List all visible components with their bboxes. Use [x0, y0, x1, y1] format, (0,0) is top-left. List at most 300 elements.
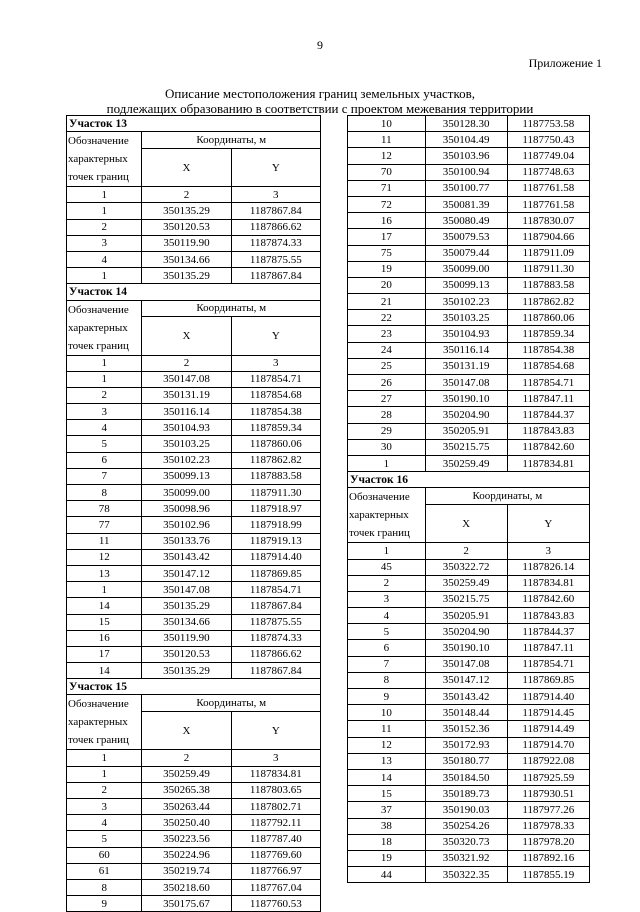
point-cell: 16 — [67, 630, 142, 646]
column-number: 1 — [67, 187, 142, 203]
x-cell: 350184.50 — [425, 769, 507, 785]
x-cell: 350147.12 — [142, 565, 231, 581]
coordinates-header: Координаты, м — [425, 488, 589, 505]
x-cell: 350102.96 — [142, 517, 231, 533]
y-cell: 1187843.83 — [507, 608, 589, 624]
point-cell: 6 — [67, 452, 142, 468]
x-cell: 350099.00 — [425, 261, 507, 277]
point-cell: 20 — [348, 277, 426, 293]
y-cell: 1187883.58 — [231, 468, 320, 484]
y-cell: 1187883.58 — [507, 277, 589, 293]
header-row — [348, 488, 590, 505]
designation-line: Обозначение — [349, 491, 410, 504]
designation-line: точек границ — [68, 171, 129, 184]
column-number: 1 — [67, 355, 142, 371]
designation-header — [67, 300, 142, 355]
y-header: Y — [507, 505, 589, 543]
x-cell: 350148.44 — [425, 705, 507, 721]
y-cell: 1187867.84 — [231, 598, 320, 614]
y-cell: 1187860.06 — [231, 436, 320, 452]
x-header: X — [142, 317, 231, 355]
table-row — [348, 737, 590, 753]
y-cell: 1187914.40 — [507, 689, 589, 705]
column-number-row — [67, 750, 321, 766]
point-cell: 2 — [67, 219, 142, 235]
point-cell: 10 — [348, 116, 426, 132]
column-number: 3 — [231, 750, 320, 766]
x-cell: 350103.25 — [142, 436, 231, 452]
point-cell: 26 — [348, 375, 426, 391]
y-cell: 1187875.55 — [231, 251, 320, 267]
point-cell: 11 — [348, 132, 426, 148]
x-cell: 350134.66 — [142, 614, 231, 630]
section-title: Участок 16 — [348, 472, 590, 488]
table-row — [348, 439, 590, 455]
y-header: Y — [231, 712, 320, 750]
point-cell: 9 — [348, 689, 426, 705]
designation-line: характерных — [68, 321, 128, 334]
column-number-row — [67, 355, 321, 371]
y-cell: 1187978.33 — [507, 818, 589, 834]
table-row — [67, 614, 321, 630]
column-number: 2 — [425, 543, 507, 559]
table-row — [348, 786, 590, 802]
section-title: Участок 15 — [67, 679, 321, 695]
table-row — [67, 630, 321, 646]
y-cell: 1187847.11 — [507, 391, 589, 407]
coordinates-table-right — [347, 115, 590, 883]
table-row — [348, 148, 590, 164]
y-cell: 1187977.26 — [507, 802, 589, 818]
column-number-row — [67, 187, 321, 203]
table-row — [348, 132, 590, 148]
table-row — [67, 896, 321, 912]
y-cell: 1187854.68 — [231, 387, 320, 403]
y-cell: 1187914.70 — [507, 737, 589, 753]
table-row — [348, 591, 590, 607]
point-cell: 5 — [67, 436, 142, 452]
x-cell: 350100.77 — [425, 180, 507, 196]
x-cell: 350100.94 — [425, 164, 507, 180]
point-cell: 3 — [67, 404, 142, 420]
table-row — [348, 196, 590, 212]
x-cell: 350098.96 — [142, 501, 231, 517]
x-cell: 350099.00 — [142, 485, 231, 501]
column-number: 2 — [142, 355, 231, 371]
point-cell: 45 — [348, 559, 426, 575]
table-row — [348, 769, 590, 785]
y-cell: 1187978.20 — [507, 834, 589, 850]
point-cell: 3 — [67, 799, 142, 815]
y-cell: 1187802.71 — [231, 799, 320, 815]
x-cell: 350135.29 — [142, 663, 231, 679]
table-row — [348, 640, 590, 656]
x-cell: 350080.49 — [425, 213, 507, 229]
x-cell: 350218.60 — [142, 879, 231, 895]
point-cell: 1 — [67, 582, 142, 598]
x-cell: 350079.44 — [425, 245, 507, 261]
y-cell: 1187869.85 — [507, 672, 589, 688]
point-cell: 16 — [348, 213, 426, 229]
x-cell: 350116.14 — [425, 342, 507, 358]
y-cell: 1187748.63 — [507, 164, 589, 180]
y-cell: 1187844.37 — [507, 624, 589, 640]
section-title: Участок 14 — [67, 284, 321, 300]
point-cell: 19 — [348, 850, 426, 866]
y-cell: 1187862.82 — [231, 452, 320, 468]
section-title-row — [67, 116, 321, 132]
point-cell: 14 — [67, 663, 142, 679]
y-cell: 1187847.11 — [507, 640, 589, 656]
designation-line: характерных — [349, 509, 409, 522]
y-cell: 1187866.62 — [231, 219, 320, 235]
point-cell: 28 — [348, 407, 426, 423]
table-row — [67, 831, 321, 847]
table-row — [67, 452, 321, 468]
x-cell: 350143.42 — [425, 689, 507, 705]
y-cell: 1187830.07 — [507, 213, 589, 229]
table-row — [67, 766, 321, 782]
point-cell: 44 — [348, 867, 426, 883]
table-row — [67, 468, 321, 484]
table-row — [348, 867, 590, 883]
section-title-row — [67, 679, 321, 695]
y-cell: 1187859.34 — [507, 326, 589, 342]
table-row — [67, 203, 321, 219]
y-cell: 1187918.99 — [231, 517, 320, 533]
x-cell: 350254.26 — [425, 818, 507, 834]
x-cell: 350259.49 — [142, 766, 231, 782]
section-title: Участок 13 — [67, 116, 321, 132]
y-cell: 1187867.84 — [231, 268, 320, 284]
table-row — [67, 436, 321, 452]
table-row — [67, 485, 321, 501]
table-row — [348, 245, 590, 261]
table-row — [67, 565, 321, 581]
x-cell: 350205.91 — [425, 423, 507, 439]
x-cell: 350204.90 — [425, 407, 507, 423]
x-cell: 350120.53 — [142, 646, 231, 662]
table-row — [67, 251, 321, 267]
x-cell: 350104.49 — [425, 132, 507, 148]
point-cell: 77 — [67, 517, 142, 533]
point-cell: 15 — [348, 786, 426, 802]
point-cell: 8 — [67, 485, 142, 501]
document-title — [0, 86, 640, 116]
y-cell: 1187919.13 — [231, 533, 320, 549]
y-cell: 1187892.16 — [507, 850, 589, 866]
table-row — [348, 753, 590, 769]
coordinates-header: Координаты, м — [142, 300, 321, 317]
right-column — [347, 115, 590, 883]
table-row — [348, 423, 590, 439]
designation-line: Обозначение — [68, 698, 129, 711]
column-number: 3 — [231, 355, 320, 371]
column-number: 3 — [231, 187, 320, 203]
coordinates-table-left — [66, 115, 321, 912]
table-row — [348, 689, 590, 705]
table-row — [67, 863, 321, 879]
coordinates-header: Координаты, м — [142, 132, 321, 149]
point-cell: 1 — [67, 371, 142, 387]
point-cell: 6 — [348, 640, 426, 656]
x-cell: 350103.96 — [425, 148, 507, 164]
point-cell: 13 — [348, 753, 426, 769]
x-cell: 350175.67 — [142, 896, 231, 912]
y-cell: 1187767.04 — [231, 879, 320, 895]
point-cell: 27 — [348, 391, 426, 407]
y-cell: 1187922.08 — [507, 753, 589, 769]
table-row — [67, 663, 321, 679]
x-cell: 350102.23 — [425, 294, 507, 310]
y-cell: 1187760.53 — [231, 896, 320, 912]
table-row — [67, 387, 321, 403]
y-cell: 1187914.40 — [231, 549, 320, 565]
point-cell: 3 — [348, 591, 426, 607]
point-cell: 30 — [348, 439, 426, 455]
column-number: 1 — [67, 750, 142, 766]
y-cell: 1187866.62 — [231, 646, 320, 662]
table-row — [348, 164, 590, 180]
point-cell: 70 — [348, 164, 426, 180]
y-cell: 1187914.49 — [507, 721, 589, 737]
point-cell: 60 — [67, 847, 142, 863]
x-cell: 350152.36 — [425, 721, 507, 737]
point-cell: 29 — [348, 423, 426, 439]
x-cell: 350116.14 — [142, 404, 231, 420]
y-cell: 1187854.38 — [231, 404, 320, 420]
x-cell: 350102.23 — [142, 452, 231, 468]
x-cell: 350135.29 — [142, 598, 231, 614]
point-cell: 14 — [67, 598, 142, 614]
point-cell: 1 — [67, 268, 142, 284]
point-cell: 17 — [67, 646, 142, 662]
x-cell: 350205.91 — [425, 608, 507, 624]
table-row — [67, 533, 321, 549]
point-cell: 9 — [67, 896, 142, 912]
table-row — [348, 310, 590, 326]
point-cell: 21 — [348, 294, 426, 310]
y-cell: 1187844.37 — [507, 407, 589, 423]
point-cell: 8 — [67, 879, 142, 895]
table-row — [67, 268, 321, 284]
x-cell: 350131.19 — [142, 387, 231, 403]
section-title-row — [348, 472, 590, 488]
point-cell: 17 — [348, 229, 426, 245]
point-cell: 15 — [67, 614, 142, 630]
section-title-row — [67, 284, 321, 300]
point-cell: 14 — [348, 769, 426, 785]
point-cell: 23 — [348, 326, 426, 342]
x-cell: 350128.30 — [425, 116, 507, 132]
point-cell: 71 — [348, 180, 426, 196]
y-cell: 1187854.68 — [507, 358, 589, 374]
y-cell: 1187874.33 — [231, 235, 320, 251]
y-cell: 1187911.30 — [231, 485, 320, 501]
x-cell: 350180.77 — [425, 753, 507, 769]
table-row — [348, 608, 590, 624]
point-cell: 1 — [67, 766, 142, 782]
table-row — [348, 116, 590, 132]
table-row — [348, 850, 590, 866]
table-row — [67, 549, 321, 565]
x-header: X — [142, 712, 231, 750]
point-cell: 4 — [67, 420, 142, 436]
y-cell: 1187855.19 — [507, 867, 589, 883]
y-cell: 1187862.82 — [507, 294, 589, 310]
x-cell: 350215.75 — [425, 591, 507, 607]
table-row — [67, 517, 321, 533]
column-number-row — [348, 543, 590, 559]
x-cell: 350147.08 — [142, 371, 231, 387]
x-cell: 350099.13 — [142, 468, 231, 484]
designation-line: Обозначение — [68, 135, 129, 148]
y-cell: 1187911.09 — [507, 245, 589, 261]
y-cell: 1187842.60 — [507, 591, 589, 607]
x-cell: 350104.93 — [425, 326, 507, 342]
table-row — [67, 371, 321, 387]
y-cell: 1187860.06 — [507, 310, 589, 326]
table-row — [348, 294, 590, 310]
table-row — [348, 834, 590, 850]
x-cell: 350104.93 — [142, 420, 231, 436]
x-cell: 350120.53 — [142, 219, 231, 235]
y-cell: 1187842.60 — [507, 439, 589, 455]
point-cell: 72 — [348, 196, 426, 212]
x-cell: 350189.73 — [425, 786, 507, 802]
x-cell: 350172.93 — [425, 737, 507, 753]
table-row — [348, 342, 590, 358]
y-header: Y — [231, 148, 320, 186]
y-cell: 1187869.85 — [231, 565, 320, 581]
title-line-2: подлежащих образованию в соответствии с проектом межевания территории — [106, 101, 534, 116]
point-cell: 37 — [348, 802, 426, 818]
point-cell: 8 — [348, 672, 426, 688]
x-cell: 350263.44 — [142, 799, 231, 815]
x-cell: 350103.25 — [425, 310, 507, 326]
table-row — [67, 646, 321, 662]
point-cell: 12 — [348, 737, 426, 753]
point-cell: 1 — [348, 455, 426, 471]
y-cell: 1187859.34 — [231, 420, 320, 436]
appendix-label: Приложение 1 — [528, 56, 602, 70]
table-row — [348, 180, 590, 196]
y-cell: 1187874.33 — [231, 630, 320, 646]
table-row — [348, 672, 590, 688]
point-cell: 25 — [348, 358, 426, 374]
table-row — [348, 358, 590, 374]
column-number: 1 — [348, 543, 426, 559]
y-cell: 1187769.60 — [231, 847, 320, 863]
point-cell: 5 — [348, 624, 426, 640]
x-cell: 350079.53 — [425, 229, 507, 245]
x-cell: 350081.39 — [425, 196, 507, 212]
table-row — [348, 818, 590, 834]
table-row — [67, 501, 321, 517]
x-cell: 350147.08 — [142, 582, 231, 598]
table-row — [348, 407, 590, 423]
y-cell: 1187834.81 — [231, 766, 320, 782]
x-cell: 350223.56 — [142, 831, 231, 847]
table-row — [348, 721, 590, 737]
table-row — [348, 455, 590, 471]
designation-line: точек границ — [349, 527, 410, 540]
column-number: 2 — [142, 187, 231, 203]
point-cell: 38 — [348, 818, 426, 834]
y-cell: 1187834.81 — [507, 455, 589, 471]
point-cell: 19 — [348, 261, 426, 277]
x-cell: 350259.49 — [425, 575, 507, 591]
y-cell: 1187914.45 — [507, 705, 589, 721]
designation-line: характерных — [68, 153, 128, 166]
y-cell: 1187918.97 — [231, 501, 320, 517]
coordinates-header: Координаты, м — [142, 695, 321, 712]
point-cell: 11 — [67, 533, 142, 549]
point-cell: 3 — [67, 235, 142, 251]
x-cell: 350119.90 — [142, 235, 231, 251]
point-cell: 7 — [67, 468, 142, 484]
table-row — [348, 229, 590, 245]
table-row — [67, 782, 321, 798]
x-cell: 350322.72 — [425, 559, 507, 575]
x-cell: 350259.49 — [425, 455, 507, 471]
table-row — [67, 235, 321, 251]
y-cell: 1187867.84 — [231, 663, 320, 679]
point-cell: 5 — [67, 831, 142, 847]
header-row — [67, 300, 321, 317]
designation-line: характерных — [68, 716, 128, 729]
y-cell: 1187750.43 — [507, 132, 589, 148]
table-row — [348, 559, 590, 575]
point-cell: 1 — [67, 203, 142, 219]
y-cell: 1187834.81 — [507, 575, 589, 591]
x-cell: 350134.66 — [142, 251, 231, 267]
point-cell: 4 — [67, 251, 142, 267]
y-cell: 1187904.66 — [507, 229, 589, 245]
x-cell: 350320.73 — [425, 834, 507, 850]
point-cell: 4 — [67, 815, 142, 831]
designation-header — [67, 132, 142, 187]
x-cell: 350119.90 — [142, 630, 231, 646]
table-row — [348, 802, 590, 818]
table-row — [67, 799, 321, 815]
left-column — [66, 115, 321, 912]
point-cell: 12 — [348, 148, 426, 164]
y-cell: 1187761.58 — [507, 180, 589, 196]
table-row — [67, 420, 321, 436]
x-cell: 350215.75 — [425, 439, 507, 455]
column-number: 3 — [507, 543, 589, 559]
point-cell: 24 — [348, 342, 426, 358]
x-cell: 350265.38 — [142, 782, 231, 798]
point-cell: 78 — [67, 501, 142, 517]
table-row — [348, 705, 590, 721]
x-cell: 350224.96 — [142, 847, 231, 863]
point-cell: 13 — [67, 565, 142, 581]
x-cell: 350250.40 — [142, 815, 231, 831]
point-cell: 22 — [348, 310, 426, 326]
designation-line: точек границ — [68, 734, 129, 747]
designation-header — [348, 488, 426, 543]
point-cell: 2 — [67, 387, 142, 403]
x-cell: 350131.19 — [425, 358, 507, 374]
y-cell: 1187854.71 — [231, 582, 320, 598]
table-row — [67, 879, 321, 895]
x-cell: 350204.90 — [425, 624, 507, 640]
table-row — [348, 624, 590, 640]
designation-header — [67, 695, 142, 750]
table-row — [348, 375, 590, 391]
